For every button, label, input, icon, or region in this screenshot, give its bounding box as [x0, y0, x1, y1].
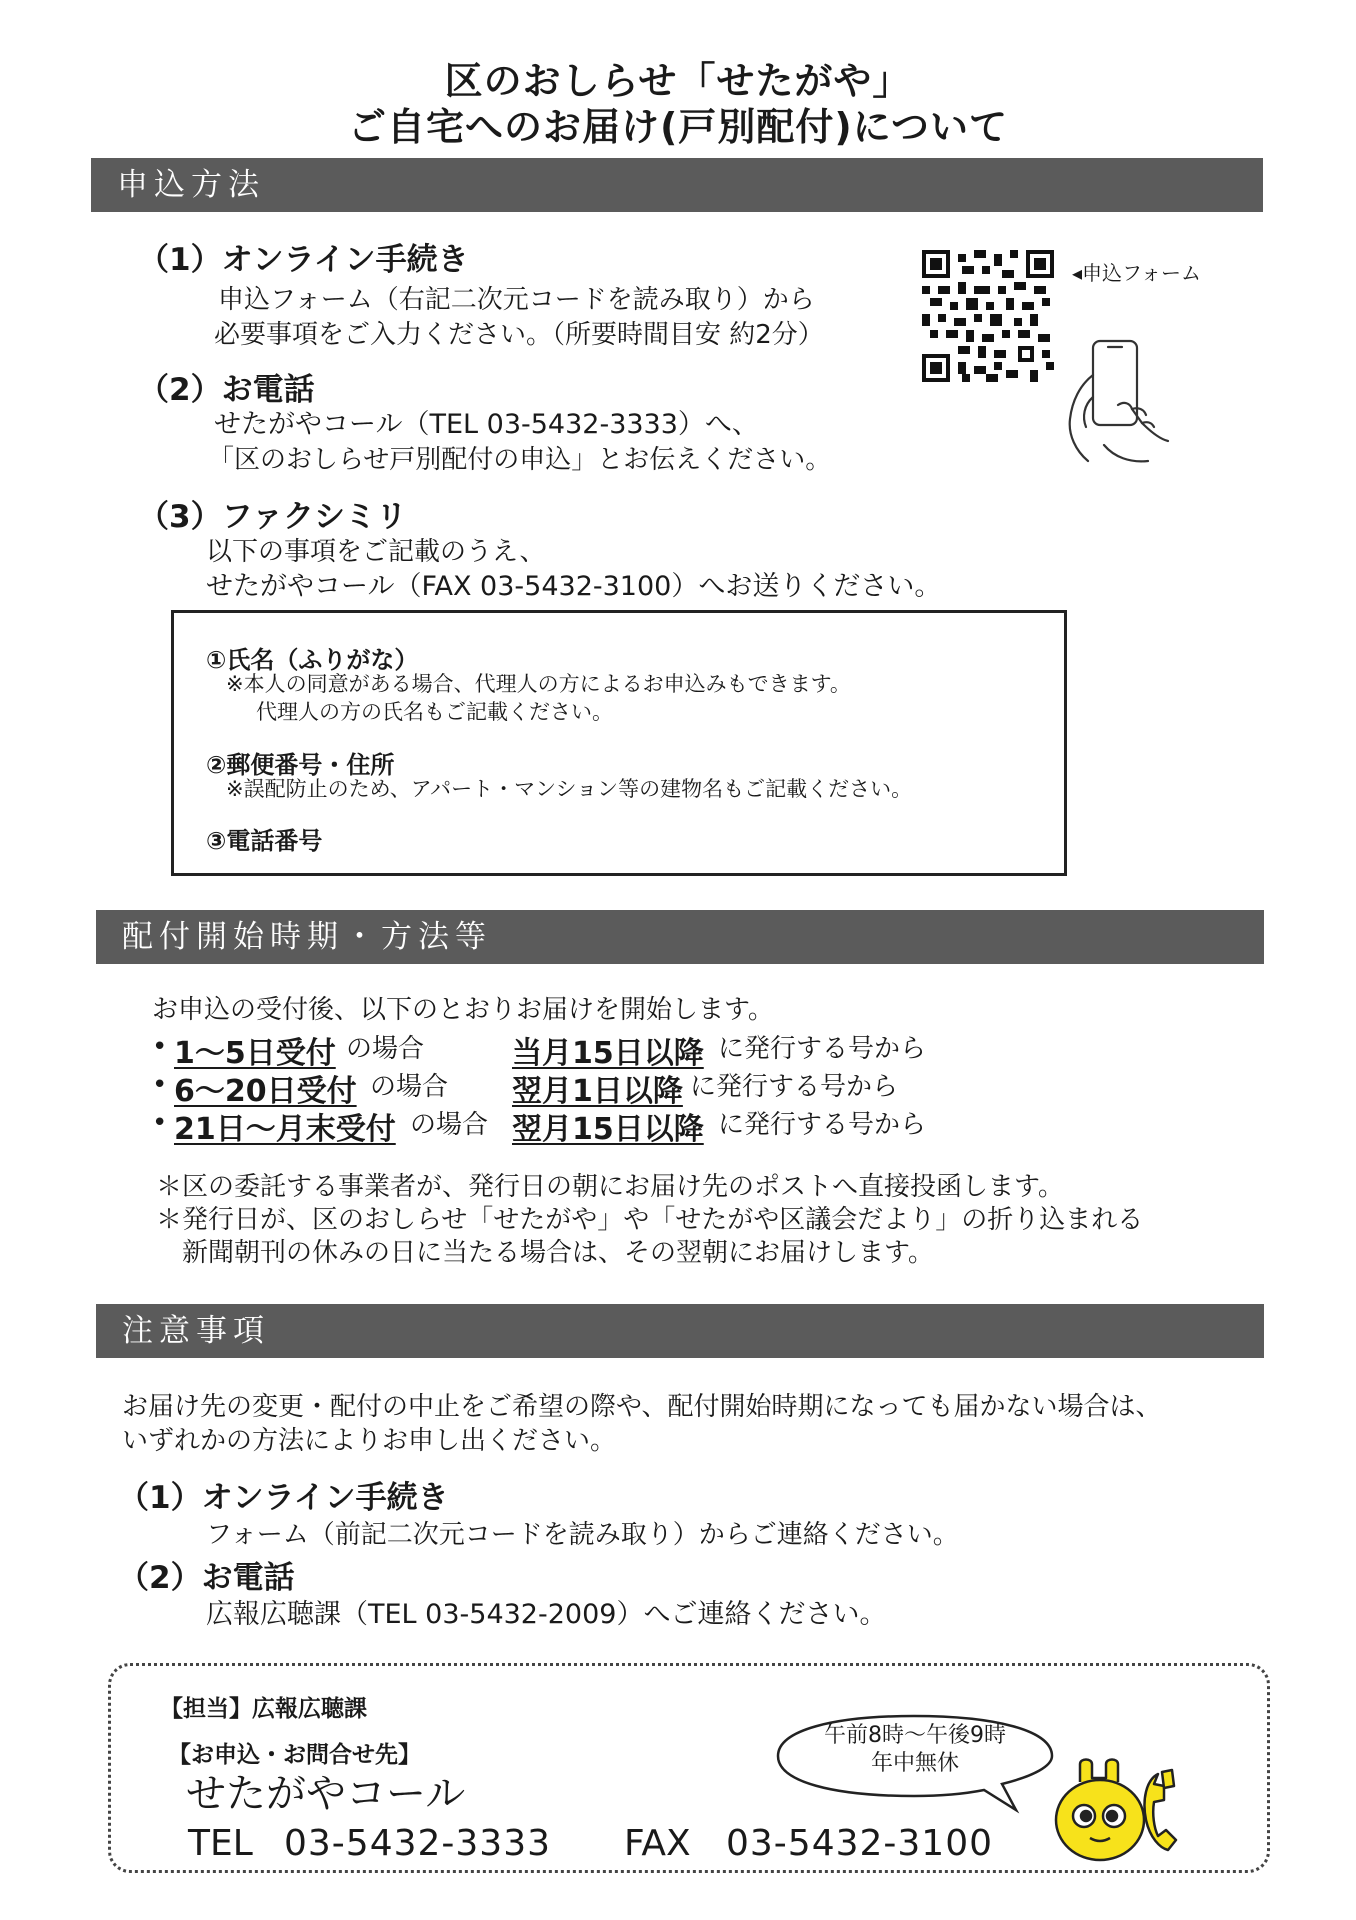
mascot-phone-icon — [1050, 1750, 1190, 1870]
contact-name: せたがやコール — [186, 1771, 466, 1817]
page-title-line1: 区のおしらせ「せたがや」 — [444, 59, 912, 103]
delivery-start: 翌月15日以降 — [512, 1112, 704, 1147]
delivery-note-1: ＊区の委託する事業者が、発行日の朝にお届け先のポストへ直接投函します。 — [156, 1172, 1064, 1202]
fax-text-2: せたがやコール（FAX 03-5432-3100）へお送りください。 — [206, 571, 942, 602]
list-item: • 21日～月末受付 の場合 翌月15日以降 に発行する号から — [152, 1104, 1152, 1144]
section-heading-delivery: 配付開始時期・方法等 — [122, 919, 492, 955]
page-title-line2: ご自宅へのお届け(戸別配付)について — [348, 105, 1008, 149]
delivery-start: 当月15日以降 — [512, 1036, 704, 1071]
item-name-note-1: ※本人の同意がある場合、代理人の方によるお申込みもできます。 — [226, 672, 851, 696]
hours-text-2: 年中無休 — [870, 1751, 959, 1776]
item-address-title: ②郵便番号・住所 — [206, 751, 395, 779]
phone-text-2: 「区のおしらせ戸別配付の申込」とお伝えください。 — [208, 445, 832, 475]
section-heading-notes: 注意事項 — [122, 1313, 270, 1349]
contact-tel-label: TEL — [188, 1823, 253, 1864]
hours-text-1: 午前8時～午後9時 — [824, 1723, 1006, 1748]
contact-tel-number[interactable]: 03-5432-3333 — [284, 1823, 552, 1864]
qr-label: ◂申込フォーム — [1072, 261, 1202, 285]
receipt-period: 6～20日受付 — [174, 1074, 357, 1109]
section-bar-notes — [96, 1304, 1264, 1358]
phone-heading: （2）お電話 — [138, 372, 315, 408]
receipt-period: 1～5日受付 — [174, 1036, 336, 1071]
fax-text-1: 以下の事項をご記載のうえ、 — [206, 537, 546, 567]
online-text-1: 申込フォーム（右記二次元コードを読み取り）から — [218, 285, 815, 315]
online-text-2: 必要事項をご入力ください。（所要時間目安 約2分） — [214, 320, 824, 350]
contact-fax-number[interactable]: 03-5432-3100 — [726, 1823, 994, 1864]
required-items-box — [171, 610, 1067, 876]
notes-phone-text: 広報広聴課（TEL 03-5432-2009）へご連絡ください。 — [206, 1599, 887, 1630]
item-name-title: ①氏名（ふりがな） — [206, 646, 419, 674]
item-address-note: ※誤配防止のため、アパート・マンション等の建物名もご記載ください。 — [226, 777, 913, 801]
delivery-start: 翌月1日以降 — [512, 1074, 683, 1109]
item-name-note-2: 代理人の方の氏名もご記載ください。 — [256, 700, 613, 724]
delivery-intro: お申込の受付後、以下のとおりお届けを開始します。 — [152, 995, 774, 1025]
contact-inquiry-label: 【お申込・お問合せ先】 — [168, 1742, 421, 1768]
phone-text-1: せたがやコール（TEL 03-5432-3333）へ、 — [214, 409, 759, 440]
section-bar-delivery — [96, 910, 1264, 964]
list-item: • 6～20日受付 の場合 翌月1日以降 に発行する号から — [152, 1066, 1152, 1106]
section-bar-application — [91, 158, 1263, 212]
item-phone-title: ③電話番号 — [206, 827, 323, 855]
smartphone-hand-icon — [1058, 335, 1188, 475]
delivery-note-2b: 新聞朝刊の休みの日に当たる場合は、その翌朝にお届けします。 — [182, 1238, 934, 1268]
list-item: • 1～5日受付 の場合 当月15日以降 に発行する号から — [152, 1028, 1152, 1068]
delivery-note-2a: ＊発行日が、区のおしらせ「せたがや」や「せたがや区議会だより」の折り込まれる — [156, 1205, 1144, 1235]
contact-fax-label: FAX — [624, 1823, 691, 1864]
online-heading: （1）オンライン手続き — [138, 242, 469, 278]
contact-dept: 【担当】広報広聴課 — [160, 1696, 367, 1722]
notes-intro-2: いずれかの方法によりお申し出ください。 — [122, 1426, 617, 1456]
notes-online-text: フォーム（前記二次元コードを読み取り）からご連絡ください。 — [206, 1520, 959, 1550]
notes-online-heading: （1）オンライン手続き — [118, 1480, 449, 1516]
qr-code-icon[interactable] — [922, 250, 1054, 382]
section-heading-application: 申込方法 — [117, 167, 265, 203]
receipt-period: 21日～月末受付 — [174, 1112, 396, 1147]
fax-heading: （3）ファクシミリ — [138, 499, 407, 535]
notes-phone-heading: （2）お電話 — [118, 1560, 295, 1596]
notes-intro-1: お届け先の変更・配付の中止をご希望の際や、配付開始時期になっても届かない場合は、 — [122, 1392, 1162, 1422]
